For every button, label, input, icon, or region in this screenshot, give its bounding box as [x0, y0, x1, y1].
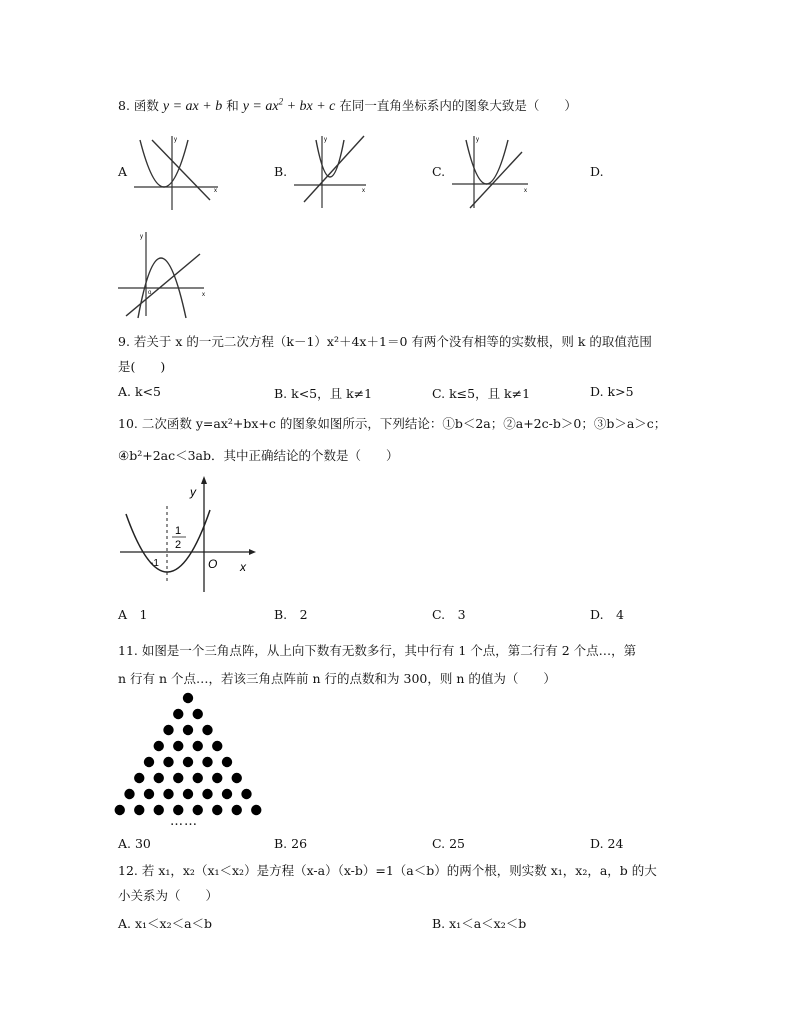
q11-option-d[interactable]: D. 24 — [590, 836, 624, 851]
q11-option-c[interactable]: C. 25 — [432, 836, 465, 851]
dot — [251, 805, 261, 815]
q9-stem-line2: 是( ) — [118, 359, 166, 374]
fraction-numerator: 1 — [175, 525, 182, 537]
q8-graph-c — [448, 132, 534, 212]
dot — [173, 741, 183, 751]
q8-option-d[interactable]: D. — [590, 164, 604, 179]
dot — [212, 805, 222, 815]
svg-text:y: y — [476, 137, 479, 143]
q10-option-d[interactable]: D. 4 — [590, 607, 625, 622]
dot — [232, 805, 242, 815]
parabola — [126, 510, 210, 572]
dot — [124, 789, 134, 799]
dot — [193, 741, 203, 751]
q8-graph-a — [130, 132, 222, 212]
svg-text:x: x — [202, 292, 205, 298]
dot — [202, 725, 212, 735]
dot — [183, 757, 193, 767]
dot — [163, 789, 173, 799]
q11-option-a[interactable]: A. 30 — [118, 836, 151, 851]
q12-option-a[interactable]: A. x₁＜x₂＜a＜b — [118, 916, 213, 931]
q11-stem-line1: 11. 如图是一个三角点阵，从上向下数有无数多行，其中行有 1 个点，第二行有 2 个点…，第 — [118, 643, 637, 658]
dot — [202, 789, 212, 799]
svg-text:y: y — [324, 137, 327, 143]
q10-option-b[interactable]: B. 2 — [274, 607, 308, 622]
dot — [163, 757, 173, 767]
svg-text:y: y — [140, 234, 143, 240]
dot — [212, 741, 222, 751]
dot — [212, 773, 222, 783]
svg-text:x: x — [214, 188, 217, 194]
dot — [154, 805, 164, 815]
q8-suffix: 在同一直角坐标系内的图象大致是（ ） — [339, 98, 577, 113]
origin-label: O — [208, 557, 218, 571]
q9-option-c[interactable]: C. k≤5，且 k≠1 — [432, 386, 531, 401]
q12-option-b[interactable]: B. x₁＜a＜x₂＜b — [432, 916, 527, 931]
dot — [193, 773, 203, 783]
svg-text:x: x — [362, 188, 365, 194]
dot — [183, 725, 193, 735]
q9-option-d[interactable]: D. k>5 — [590, 384, 634, 399]
dot — [144, 789, 154, 799]
y-label: y — [190, 485, 196, 499]
q8-formula-linear: y = ax + b — [162, 99, 223, 114]
svg-text:o: o — [148, 290, 152, 296]
dot — [134, 805, 144, 815]
svg-text:x: x — [524, 188, 527, 194]
dot — [173, 709, 183, 719]
q10-stem-line2: ④b²+2ac＜3ab．其中正确结论的个数是（ ） — [118, 448, 399, 463]
dot — [183, 789, 193, 799]
q8-option-a[interactable]: A — [118, 164, 128, 179]
dot — [241, 789, 251, 799]
dot — [173, 773, 183, 783]
dot — [202, 757, 212, 767]
q11-stem-line2: n 行有 n 个点…，若该三角点阵前 n 行的点数和为 300，则 n 的值为（ ） — [118, 671, 556, 686]
q9-stem-line1: 9. 若关于 x 的一元二次方程（k－1）x²＋4x＋1＝0 有两个没有相等的实数根，则 k 的取值范围 — [118, 334, 652, 349]
line — [152, 140, 210, 200]
parabola — [140, 140, 188, 187]
dot — [144, 757, 154, 767]
x-label: x — [240, 560, 246, 574]
dot — [222, 789, 232, 799]
q8-graph-d — [116, 228, 208, 320]
svg-text:y: y — [174, 137, 177, 143]
q10-option-c[interactable]: C. 3 — [432, 607, 466, 622]
q8-conj: 和 — [226, 98, 239, 113]
dot — [154, 773, 164, 783]
q8-graph-b — [290, 132, 370, 212]
dot — [193, 709, 203, 719]
dot — [163, 725, 173, 735]
q8-option-c[interactable]: C. — [432, 164, 446, 179]
fraction-denominator: 2 — [175, 539, 182, 551]
q12-stem-line1: 12. 若 x₁，x₂（x₁＜x₂）是方程（x-a）（x-b）=1（a＜b）的两个根，则实数 x₁，x₂，a，b 的大 — [118, 863, 657, 878]
dot — [115, 805, 125, 815]
dot — [232, 773, 242, 783]
q10-stem-line1: 10. 二次函数 y=ax²+bx+c 的图象如图所示，下列结论：①b＜2a；②a+2c-b＞0；③b＞a＞c； — [118, 416, 667, 431]
dot — [134, 773, 144, 783]
q12-stem-line2: 小关系为（ ） — [118, 888, 219, 903]
q9-option-b[interactable]: B. k<5，且 k≠1 — [274, 386, 373, 401]
q8-prefix: 8. 函数 — [118, 98, 159, 113]
q8-option-b[interactable]: B. — [274, 164, 288, 179]
dots-continuation: …… — [170, 814, 198, 829]
q11-option-b[interactable]: B. 26 — [274, 836, 308, 851]
q8-stem — [118, 96, 577, 115]
triangle-dot-array — [112, 690, 278, 830]
q9-option-a[interactable]: A. k<5 — [118, 384, 161, 399]
dot — [183, 693, 193, 703]
dot — [154, 741, 164, 751]
q10-option-a[interactable]: A 1 — [118, 607, 148, 622]
neg-one-label: -1 — [150, 558, 159, 569]
q10-parabola-graph — [116, 472, 262, 596]
q8-formula-quadratic: $y = ax^2$ + bx + c — [242, 96, 336, 114]
dot — [222, 757, 232, 767]
